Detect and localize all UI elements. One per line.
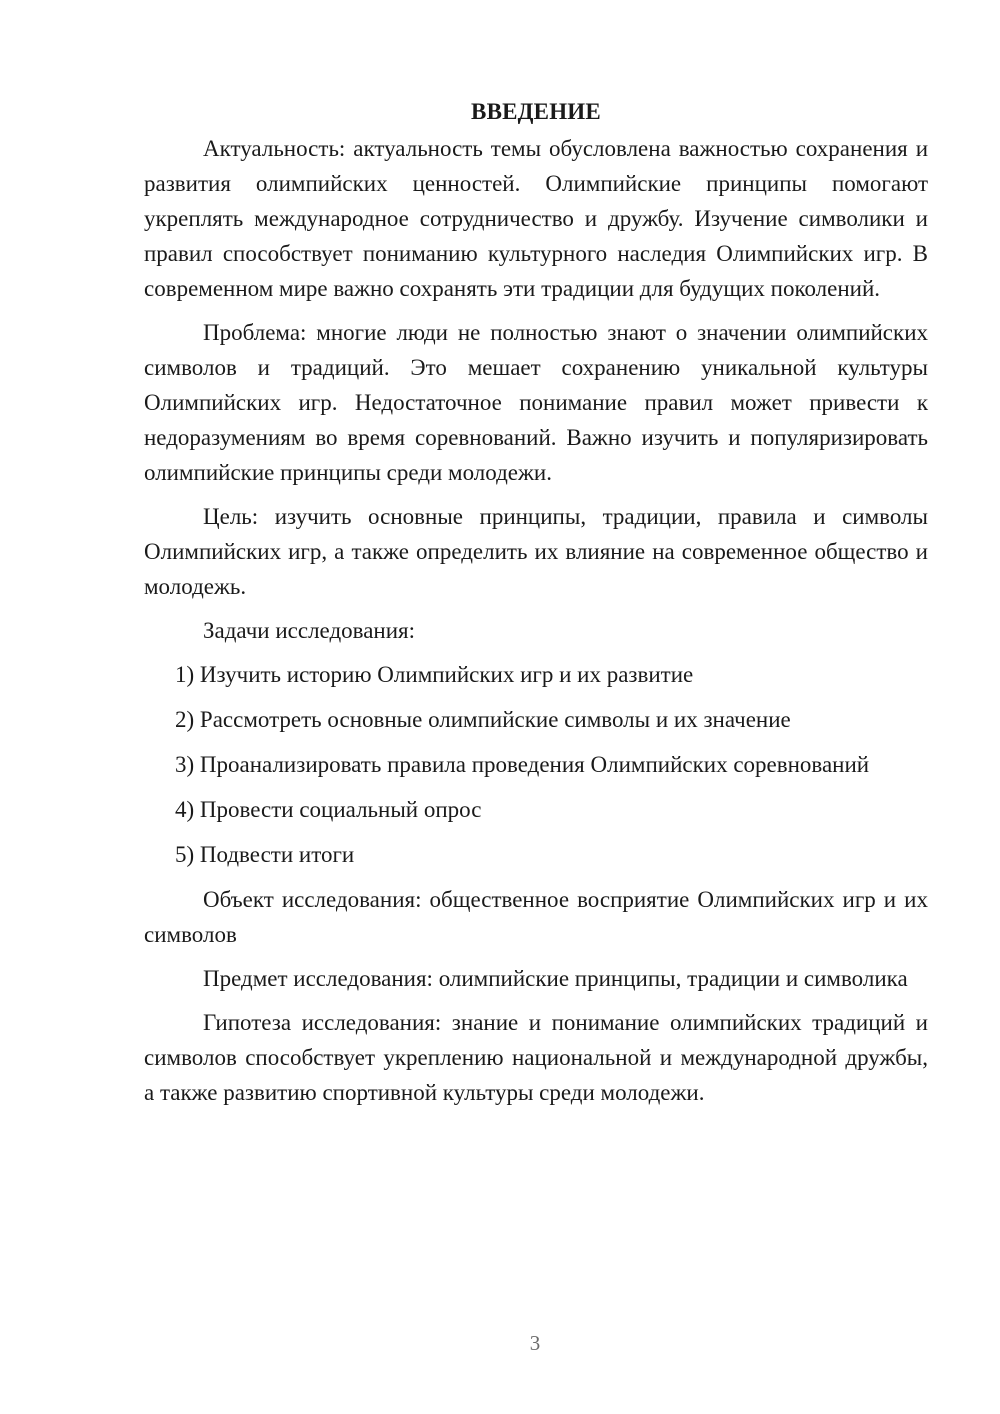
paragraph-relevance: Актуальность: актуальность темы обусловлена важностью сохранения и развития олимпийских ценностей. Олимпийские принципы помогают укреплять международное сотрудничество и дружбу. Изучение символики и правил способствует пониманию культурного наследия Олимпийских игр. В современном мире важно сохранять эти традиции для будущих поколений.: [144, 136, 928, 301]
paragraph-hypothesis: Гипотеза исследования: знание и понимание олимпийских традиций и символов способствует укреплению национальной и международной дружбы, а также развитию спортивной культуры среди молодежи.: [144, 1010, 928, 1105]
paragraph-problem: Проблема: многие люди не полностью знают о значении олимпийских символов и традиций. Это мешает сохранению уникальной культуры Олимпийских игр. Недостаточное понимание правил может привести к недоразумениям во время соревнований. Важно изучить и популяризировать олимпийские принципы среди молодежи.: [144, 320, 928, 485]
paragraph-object: Объект исследования: общественное восприятие Олимпийских игр и их символов: [144, 887, 928, 947]
paragraph-goal: Цель: изучить основные принципы, традиции, правила и символы Олимпийских игр, а также определить их влияние на современное общество и молодежь.: [144, 504, 928, 599]
task-list: [144, 657, 928, 872]
task-item-5: 5) Подвести итоги: [175, 842, 355, 867]
page-content: [144, 94, 928, 1110]
task-item-2: 2) Рассмотреть основные олимпийские символы и их значение: [175, 707, 791, 732]
task-item-1: 1) Изучить историю Олимпийских игр и их развитие: [175, 662, 694, 687]
paragraph-tasks-title: Задачи исследования:: [203, 618, 416, 643]
section-heading: ВВЕДЕНИЕ: [471, 99, 601, 124]
page-number: 3: [529, 1331, 541, 1355]
task-item-4: 4) Провести социальный опрос: [175, 797, 482, 822]
task-item-3: 3) Проанализировать правила проведения Олимпийских соревнований: [175, 752, 870, 777]
paragraph-subject: Предмет исследования: олимпийские принципы, традиции и символика: [203, 966, 908, 991]
